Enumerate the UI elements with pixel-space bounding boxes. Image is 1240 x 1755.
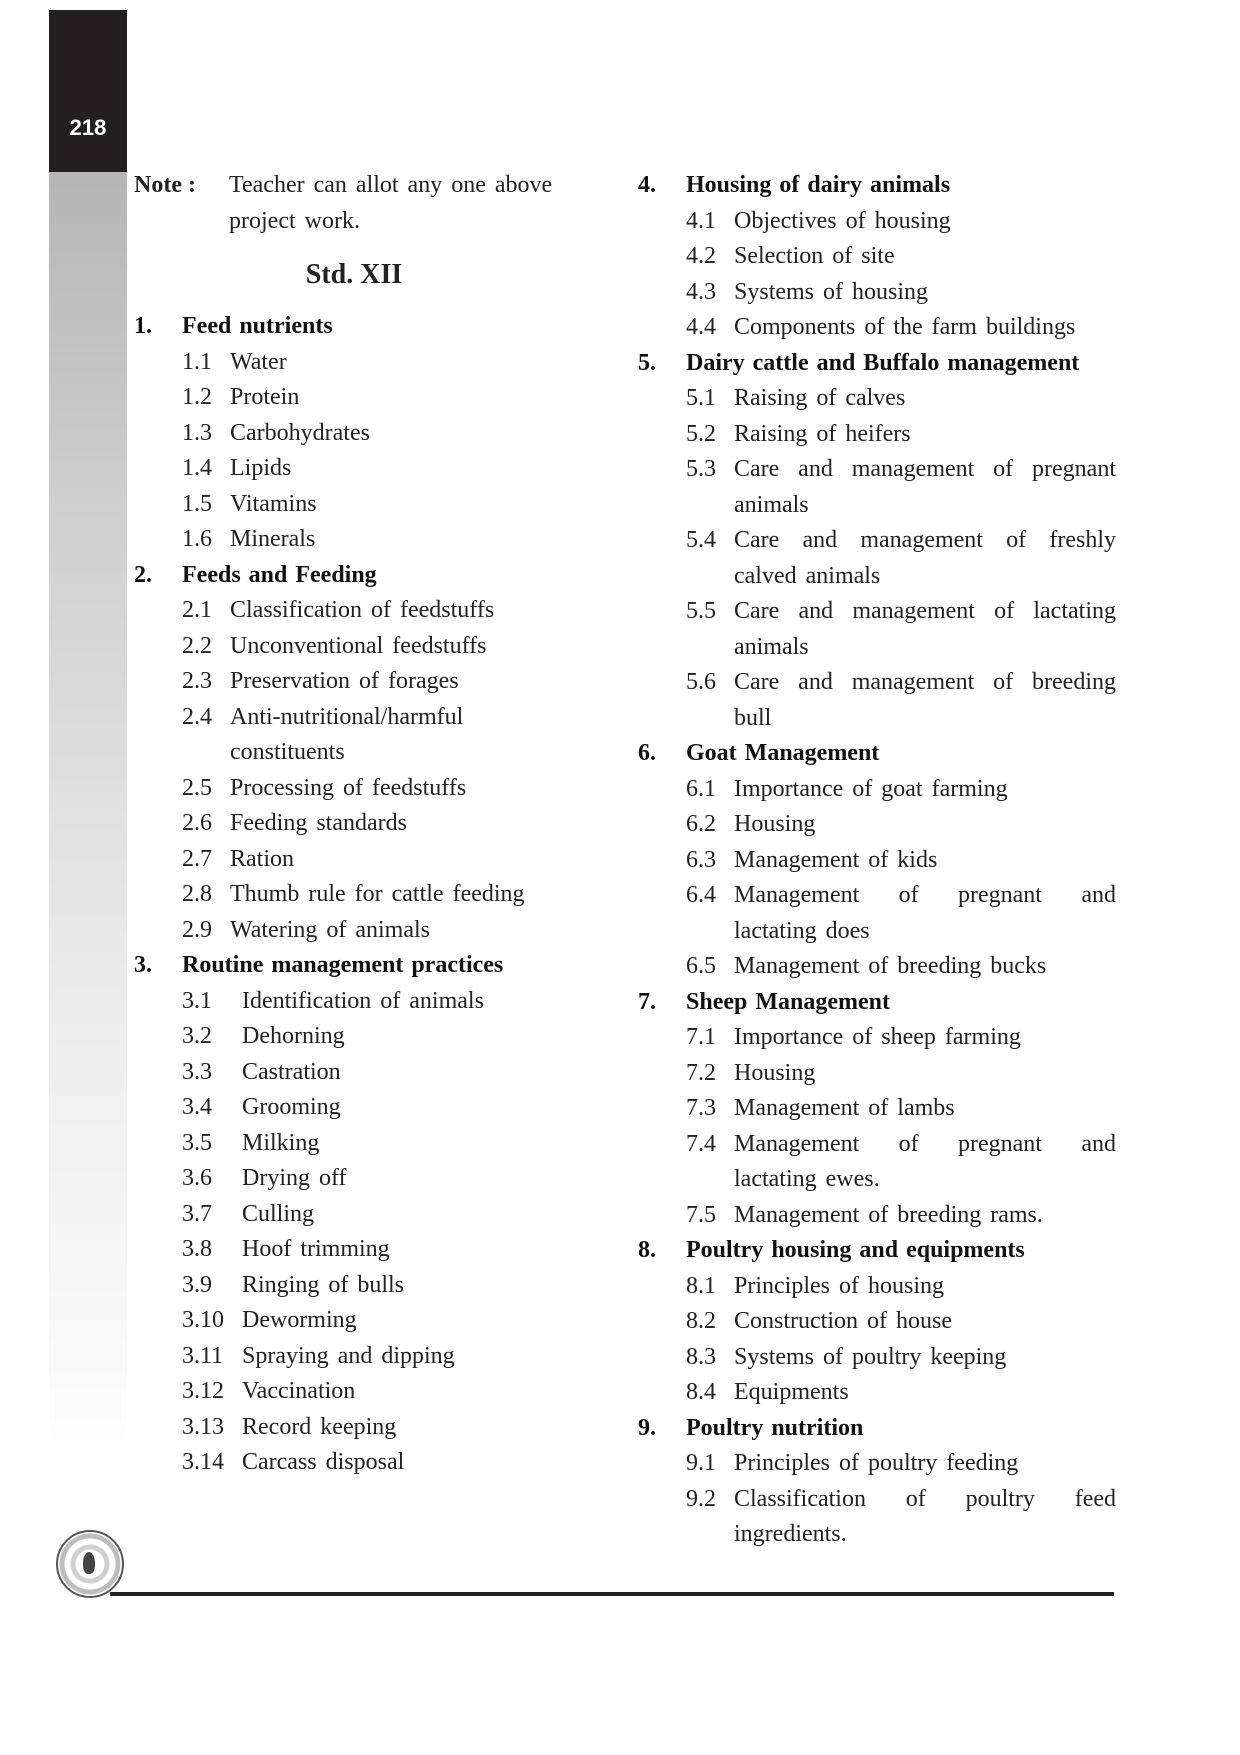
item-title: Watering of animals	[230, 916, 431, 943]
section-heading	[638, 985, 1116, 1021]
item-number: 5.3	[686, 456, 716, 482]
item-number: 2.6	[182, 810, 212, 836]
item-title: Classification of poultry feed ingredients.	[734, 1485, 1116, 1547]
item-number: 2.8	[182, 881, 212, 907]
list-item	[638, 381, 1116, 417]
item-title: Water	[230, 348, 287, 375]
item-number: 8.4	[686, 1379, 716, 1405]
item-number: 4.4	[686, 314, 716, 340]
item-number: 3.7	[182, 1200, 212, 1227]
item-title: Hoof trimming	[242, 1236, 390, 1262]
item-title: Dehorning	[242, 1023, 345, 1049]
list-item	[638, 1198, 1116, 1234]
section-number: 7.	[638, 988, 656, 1015]
list-item	[134, 593, 574, 629]
list-item	[638, 417, 1116, 453]
std-title: Std. XII	[305, 259, 403, 290]
list-item	[134, 1410, 574, 1446]
item-number: 1.3	[182, 419, 212, 446]
list-item	[134, 1019, 574, 1055]
section-title: Goat Management	[686, 740, 880, 766]
section-title: Housing of dairy animals	[686, 172, 951, 198]
item-number: 1.5	[182, 490, 212, 517]
item-title: Feeding standards	[230, 810, 407, 836]
section-heading	[638, 346, 1116, 382]
item-title: Management of pregnant and lactating ewes.	[734, 1130, 1116, 1192]
item-title: Housing	[734, 1059, 816, 1086]
item-number: 7.3	[686, 1095, 716, 1121]
item-title: Equipments	[734, 1379, 849, 1405]
item-title: Ration	[230, 845, 294, 872]
section-number: 2.	[134, 561, 152, 588]
section-title: Dairy cattle and Buffalo management	[686, 349, 1080, 376]
item-number: 3.4	[182, 1094, 212, 1120]
item-title: Record keeping	[242, 1413, 397, 1440]
item-number: 9.2	[686, 1485, 716, 1512]
list-item	[638, 1375, 1116, 1411]
note	[134, 168, 574, 239]
item-number: 1.1	[182, 348, 212, 375]
item-number: 2.7	[182, 845, 212, 872]
section-heading	[638, 168, 1116, 204]
item-number: 3.5	[182, 1129, 212, 1156]
list-item	[134, 1339, 574, 1375]
item-title: Housing	[734, 811, 816, 837]
list-item	[134, 877, 574, 913]
list-item	[638, 452, 1116, 523]
item-title: Vitamins	[230, 490, 317, 517]
item-number: 1.2	[182, 384, 212, 410]
list-item	[134, 487, 574, 523]
section-number: 1.	[134, 313, 152, 339]
item-title: Construction of house	[734, 1308, 952, 1334]
item-number: 2.1	[182, 597, 212, 623]
item-number: 6.5	[686, 953, 716, 979]
item-title: Care and management of freshly calved animals	[734, 527, 1116, 589]
list-item	[638, 1020, 1116, 1056]
list-item	[134, 1090, 574, 1126]
section-number: 5.	[638, 349, 656, 376]
right-syllabus-list	[638, 168, 1116, 1553]
list-item	[134, 1303, 574, 1339]
list-item	[134, 345, 574, 381]
right-column	[638, 168, 1116, 1553]
list-item	[134, 629, 574, 665]
item-title: Carbohydrates	[230, 419, 370, 446]
item-number: 3.6	[182, 1165, 212, 1191]
item-title: Processing of feedstuffs	[230, 774, 467, 801]
item-number: 3.8	[182, 1236, 212, 1262]
item-title: Deworming	[242, 1307, 357, 1333]
item-number: 3.3	[182, 1058, 212, 1085]
section-number: 6.	[638, 740, 656, 766]
item-number: 7.5	[686, 1201, 716, 1228]
item-title: Systems of poultry keeping	[734, 1343, 1007, 1370]
list-item	[638, 1482, 1116, 1553]
list-item	[638, 772, 1116, 808]
list-item	[638, 1056, 1116, 1092]
list-item	[134, 913, 574, 949]
item-title: Spraying and dipping	[242, 1342, 455, 1369]
left-column	[134, 168, 574, 1481]
item-title: Vaccination	[242, 1378, 356, 1404]
item-number: 3.11	[182, 1342, 224, 1369]
section-heading	[134, 948, 574, 984]
item-title: Objectives of housing	[734, 207, 951, 234]
side-margin-bar	[49, 10, 127, 1480]
item-title: Management of breeding rams.	[734, 1201, 1043, 1228]
emblem-icon	[83, 1552, 95, 1574]
list-item	[638, 1304, 1116, 1340]
list-item	[134, 771, 574, 807]
item-title: Lipids	[230, 455, 292, 481]
item-number: 5.2	[686, 420, 716, 447]
section-title: Poultry nutrition	[686, 1414, 864, 1441]
item-title: Anti-nutritional/harmful constituents	[230, 703, 464, 765]
item-number: 5.1	[686, 385, 716, 411]
item-number: 3.12	[182, 1378, 224, 1404]
item-title: Carcass disposal	[242, 1449, 405, 1475]
item-number: 2.5	[182, 774, 212, 801]
list-item	[638, 1340, 1116, 1376]
item-title: Classification of feedstuffs	[230, 597, 495, 623]
section-number: 9.	[638, 1414, 656, 1441]
note-text: Teacher can allot any one above project work.	[229, 172, 553, 234]
section-title: Feeds and Feeding	[182, 561, 377, 588]
list-item	[638, 1446, 1116, 1482]
item-number: 3.13	[182, 1413, 224, 1440]
item-title: Identification of animals	[242, 987, 484, 1014]
item-title: Thumb rule for cattle feeding	[230, 881, 525, 907]
item-title: Management of kids	[734, 846, 938, 873]
list-item	[134, 1055, 574, 1091]
item-number: 7.2	[686, 1059, 716, 1086]
section-number: 4.	[638, 172, 656, 198]
emblem-logo	[56, 1530, 124, 1598]
list-item	[134, 1445, 574, 1481]
item-title: Selection of site	[734, 243, 895, 269]
list-item	[638, 204, 1116, 240]
item-number: 4.3	[686, 278, 716, 305]
item-title: Importance of goat farming	[734, 775, 1008, 802]
item-title: Minerals	[230, 526, 316, 552]
item-title: Raising of heifers	[734, 420, 911, 447]
section-heading	[638, 1233, 1116, 1269]
item-number: 6.3	[686, 846, 716, 873]
list-item	[134, 1197, 574, 1233]
item-number: 3.2	[182, 1023, 212, 1049]
list-item	[134, 700, 574, 771]
item-title: Management of pregnant and lactating does	[734, 882, 1116, 944]
list-item	[134, 1374, 574, 1410]
list-item	[638, 878, 1116, 949]
item-number: 3.14	[182, 1449, 224, 1475]
page-number-tab	[49, 10, 127, 172]
item-number: 3.10	[182, 1307, 224, 1333]
item-title: Preservation of forages	[230, 668, 459, 694]
section-heading	[638, 1411, 1116, 1447]
list-item	[638, 239, 1116, 275]
item-title: Care and management of lactating animals	[734, 598, 1116, 660]
item-number: 2.4	[182, 703, 212, 730]
list-item	[134, 806, 574, 842]
list-item	[134, 1232, 574, 1268]
item-title: Unconventional feedstuffs	[230, 632, 487, 659]
item-title: Principles of housing	[734, 1272, 944, 1299]
item-number: 6.2	[686, 811, 716, 837]
section-heading	[134, 558, 574, 594]
item-number: 8.1	[686, 1272, 716, 1299]
item-number: 7.4	[686, 1130, 716, 1157]
list-item	[134, 380, 574, 416]
list-item	[638, 594, 1116, 665]
item-title: Ringing of bulls	[242, 1271, 405, 1298]
item-title: Care and management of pregnant animals	[734, 456, 1116, 518]
item-title: Culling	[242, 1200, 315, 1227]
section-number: 8.	[638, 1237, 656, 1263]
list-item	[638, 310, 1116, 346]
list-item	[134, 416, 574, 452]
item-title: Raising of calves	[734, 385, 906, 411]
item-title: Protein	[230, 384, 300, 410]
section-heading	[134, 309, 574, 345]
page-number: 218	[69, 115, 107, 140]
item-title: Importance of sheep farming	[734, 1024, 1021, 1050]
item-title: Management of lambs	[734, 1095, 955, 1121]
left-syllabus-list	[134, 309, 574, 1481]
item-number: 2.3	[182, 668, 212, 694]
item-number: 6.4	[686, 882, 716, 908]
item-title: Drying off	[242, 1165, 347, 1191]
list-item	[134, 1126, 574, 1162]
list-item	[638, 1127, 1116, 1198]
item-number: 5.6	[686, 669, 716, 695]
list-item	[134, 664, 574, 700]
item-number: 7.1	[686, 1024, 716, 1050]
list-item	[134, 984, 574, 1020]
list-item	[134, 522, 574, 558]
item-title: Milking	[242, 1129, 320, 1156]
item-number: 3.1	[182, 987, 212, 1014]
item-title: Care and management of breeding bull	[734, 669, 1116, 731]
list-item	[638, 1269, 1116, 1305]
item-number: 3.9	[182, 1271, 212, 1298]
section-title: Poultry housing and equipments	[686, 1237, 1025, 1263]
list-item	[134, 1161, 574, 1197]
list-item	[638, 275, 1116, 311]
list-item	[638, 1091, 1116, 1127]
section-title: Sheep Management	[686, 988, 890, 1015]
list-item	[134, 842, 574, 878]
note-label: Note :	[134, 172, 196, 198]
list-item	[134, 451, 574, 487]
item-title: Principles of poultry feeding	[734, 1450, 1019, 1476]
list-item	[638, 523, 1116, 594]
item-number: 1.4	[182, 455, 212, 481]
list-item	[638, 807, 1116, 843]
item-number: 5.4	[686, 527, 716, 553]
item-title: Components of the farm buildings	[734, 314, 1076, 340]
bottom-rule	[110, 1592, 1114, 1596]
item-number: 8.3	[686, 1343, 716, 1370]
item-title: Management of breeding bucks	[734, 953, 1047, 979]
item-title: Grooming	[242, 1094, 341, 1120]
item-number: 5.5	[686, 598, 716, 624]
section-title: Feed nutrients	[182, 313, 333, 339]
item-number: 4.2	[686, 243, 716, 269]
item-number: 8.2	[686, 1308, 716, 1334]
list-item	[134, 1268, 574, 1304]
item-title: Castration	[242, 1058, 341, 1085]
item-number: 1.6	[182, 526, 212, 552]
item-number: 2.2	[182, 632, 212, 659]
item-number: 6.1	[686, 775, 716, 802]
list-item	[638, 665, 1116, 736]
section-heading	[638, 736, 1116, 772]
list-item	[638, 843, 1116, 879]
list-item	[638, 949, 1116, 985]
item-title: Systems of housing	[734, 278, 929, 305]
section-number: 3.	[134, 952, 152, 978]
item-number: 9.1	[686, 1450, 716, 1476]
item-number: 4.1	[686, 207, 716, 234]
section-title: Routine management practices	[182, 952, 504, 978]
item-number: 2.9	[182, 916, 212, 943]
